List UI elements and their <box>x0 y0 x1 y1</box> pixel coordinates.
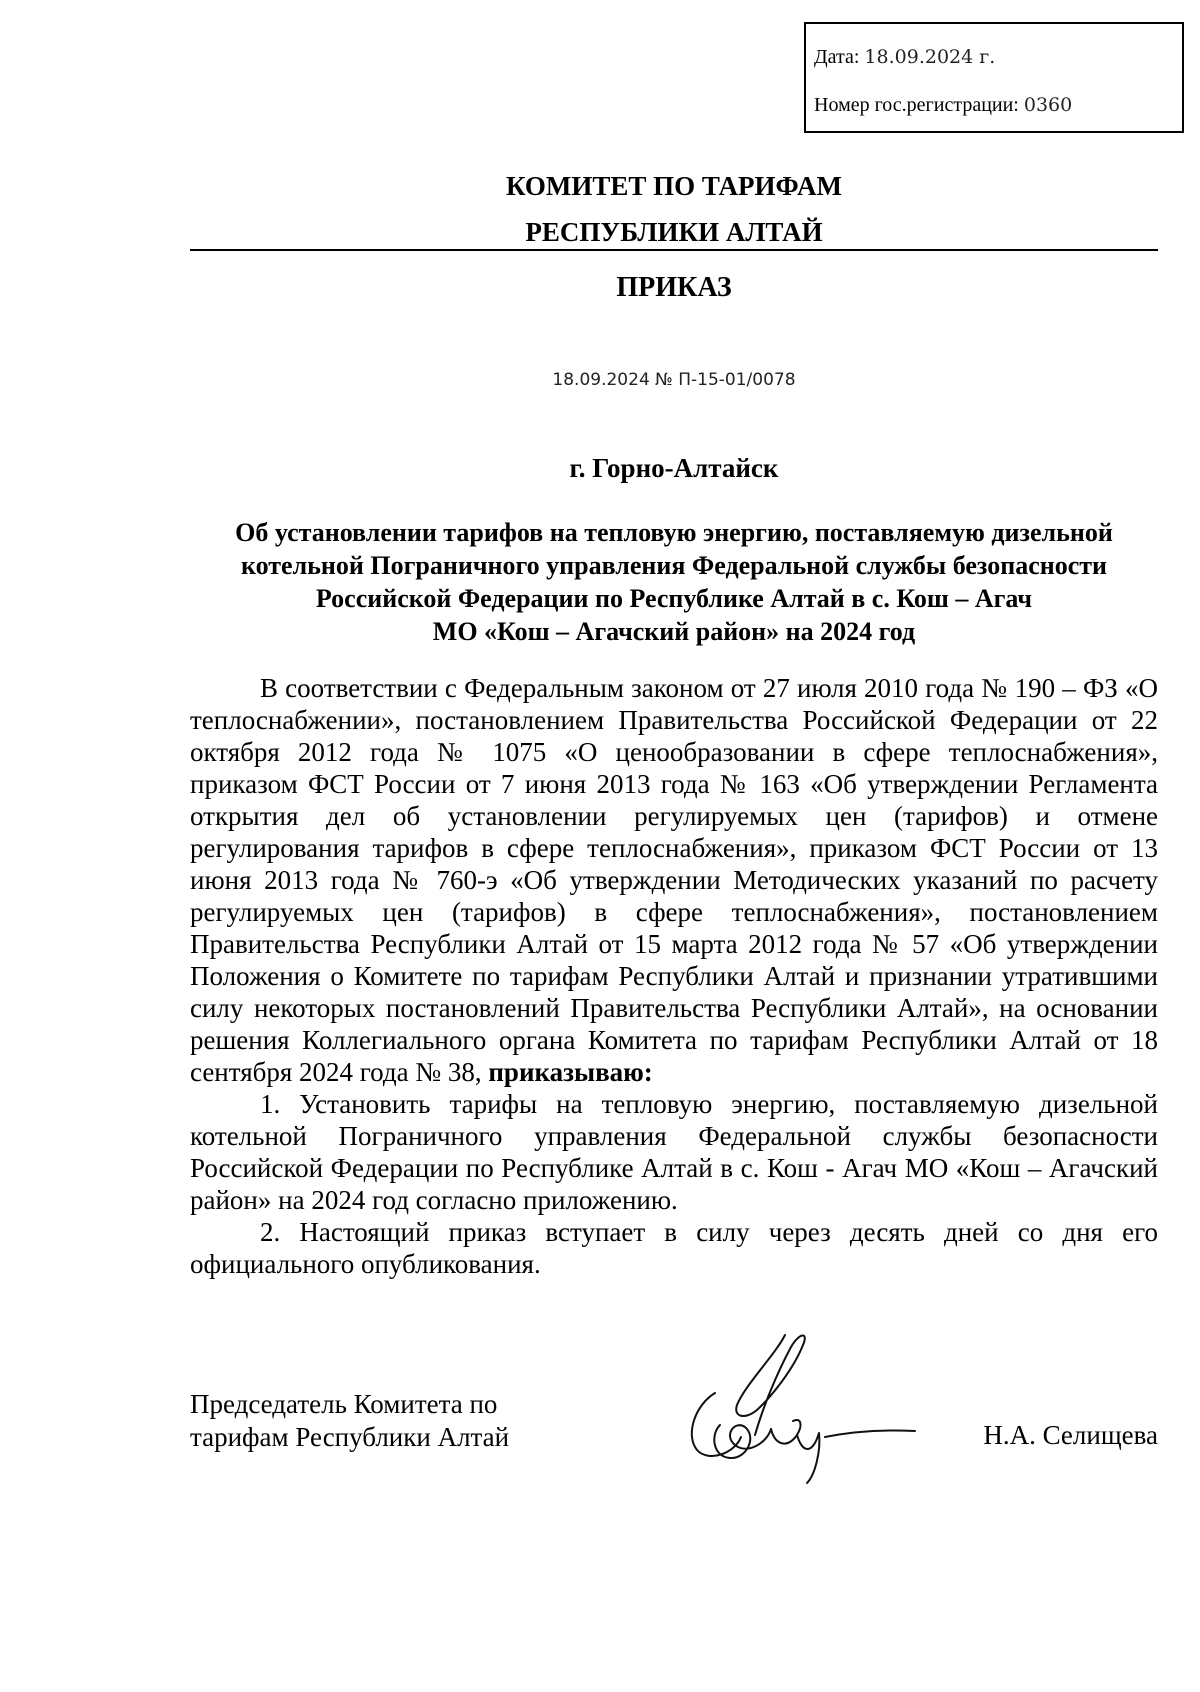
org-name-line1: КОМИТЕТ ПО ТАРИФАМ <box>505 171 843 201</box>
order-number: 18.09.2024 № П-15-01/0078 <box>552 370 796 390</box>
subject-line: котельной Пограничного управления Федеральной службы безопасности <box>240 551 1108 580</box>
subject-line: Российской Федерации по Республике Алтай в с. Кош – Агач <box>315 584 1033 613</box>
subject-line: МО «Кош – Агачский район» на 2024 год <box>432 617 916 646</box>
signer-position-line1: Председатель Комитета по <box>190 1389 498 1419</box>
order-body <box>190 672 1158 1280</box>
city: г. Горно-Алтайск <box>569 453 779 483</box>
order-subject <box>190 516 1158 648</box>
registration-date-label: Дата: <box>814 46 860 68</box>
signer-position-line2: тарифам Республики Алтай <box>190 1422 510 1452</box>
subject-line: Об установлении тарифов на тепловую энергию, поставляемую дизельной <box>235 518 1113 547</box>
order-item-1: 1. Установить тарифы на тепловую энергию, поставляемую дизельной котельной Пограничного управления Федеральной службы безопасности Российской Федерации по Республике Алтай в с. Кош - Агач МО «Кош – Агачский район» на 2024 год согласно приложению. <box>190 1089 1158 1215</box>
header-divider <box>190 249 1158 251</box>
signer-name: Н.А. Селищева <box>983 1420 1158 1450</box>
handwritten-signature <box>675 1325 935 1485</box>
preamble-paragraph <box>190 672 1158 1088</box>
registration-date-value: 18.09.2024 г. <box>864 46 996 68</box>
registration-stamp-box <box>804 22 1184 133</box>
document-type: ПРИКАЗ <box>616 272 732 303</box>
registration-number-label: Номер гос.регистрации: <box>814 94 1019 116</box>
preamble-directive: приказываю: <box>488 1057 653 1087</box>
signer-position <box>190 1388 509 1454</box>
registration-date <box>814 46 995 69</box>
registration-number-value: 0360 <box>1023 94 1073 116</box>
order-item-2: 2. Настоящий приказ вступает в силу через десять дней со дня его официального опубликования. <box>190 1217 1158 1279</box>
registration-number <box>814 94 1072 117</box>
org-name-line2: РЕСПУБЛИКИ АЛТАЙ <box>525 217 823 247</box>
preamble-text: В соответствии с Федеральным законом от 27 июля 2010 года № 190 – ФЗ «О теплоснабжении», постановлением Правительства Российской Федерации от 22 октября 2012 года № 1075 «О ценообразовании в сфере теплоснабжения», приказом ФСТ России от 7 июня 2013 года № 163 «Об утверждении Регламента открытия дел об установлении регулируемых цен (тарифов) и отмене регулирования тарифов в сфере теплоснабжения», приказом ФСТ России от 13 июня 2013 года № 760-э «Об утверждении Методических указаний по расчету регулируемых цен (тарифов) в сфере теплоснабжения», постановлением Правительства Республики Алтай от 15 марта 2012 года № 57 «Об утверждении Положения о Комитете по тарифам Республики Алтай и признании утратившими силу некоторых постановлений Правительства Республики Алтай», на основании решения Коллегиального органа Комитета по тарифам Республики Алтай от 18 сентября 2024 года № 38, <box>190 673 1158 1087</box>
